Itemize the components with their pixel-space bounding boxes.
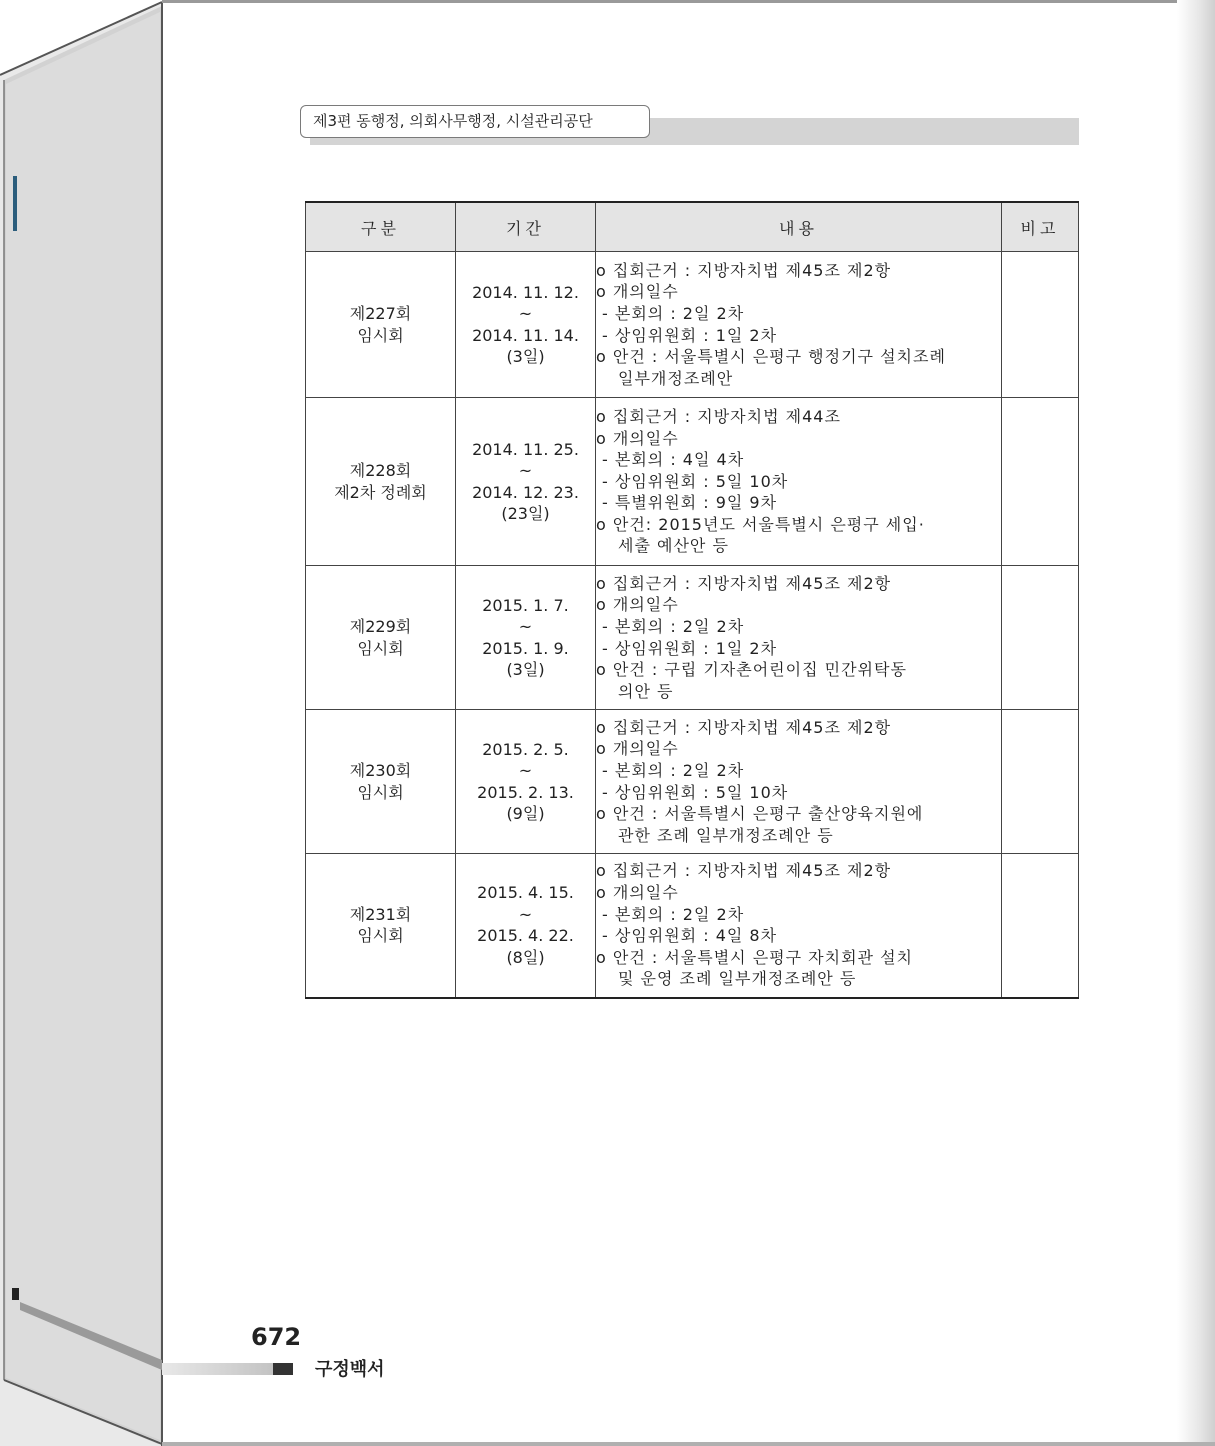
table-row (306, 566, 1079, 710)
session-table (305, 201, 1079, 999)
session-name-line: 제230회 (349, 761, 412, 780)
content-line: - 상임위원회 : 1일 2차 (602, 325, 778, 345)
content-line: - 상임위원회 : 5일 10차 (602, 471, 789, 491)
content-line: o 집회근거 : 지방자치법 제45조 제2항 (596, 717, 892, 737)
content-line: 의안 등 (618, 681, 674, 701)
content-line: - 본회의 : 2일 2차 (602, 616, 745, 636)
period-cell (456, 566, 596, 710)
period-line: (23일) (501, 504, 550, 523)
period-line: 2015. 1. 9. (482, 638, 569, 658)
content-line: o 개의일수 (596, 739, 679, 759)
period-line: 2014. 11. 25. (472, 439, 579, 459)
content-line: o 안건 : 서울특별시 은평구 출산양육지원에 (596, 804, 924, 824)
note-cell (1002, 398, 1079, 566)
session-name-line: 임시회 (357, 638, 404, 658)
period-cell (456, 710, 596, 854)
header-note: 비고 (1002, 202, 1079, 252)
period-line: (8일) (506, 947, 545, 967)
content-line: 세출 예산안 등 (618, 536, 729, 556)
session-name-line: 제229회 (349, 617, 412, 636)
content-line: - 상임위원회 : 1일 2차 (602, 638, 778, 658)
content-cell (596, 398, 1002, 566)
content-cell (596, 710, 1002, 854)
page-number: 672 (251, 1323, 302, 1351)
table-body (306, 252, 1079, 998)
content-line: o 집회근거 : 지방자치법 제45조 제2항 (596, 573, 892, 593)
table-header-row (306, 202, 1079, 252)
period-line: (9일) (506, 804, 545, 823)
content-line: o 집회근거 : 지방자치법 제44조 (596, 406, 841, 426)
content-line: o 개의일수 (596, 883, 679, 903)
period-cell (456, 854, 596, 998)
content-cell (596, 854, 1002, 998)
period-line: 2014. 12. 23. (472, 482, 579, 502)
table-row (306, 710, 1079, 854)
content-line: 관한 조례 일부개정조례안 등 (618, 825, 834, 845)
content-line: o 안건: 2015년도 서울특별시 은평구 세입· (596, 514, 925, 534)
content-line: o 개의일수 (596, 282, 679, 302)
session-name-cell (306, 252, 456, 398)
section-header (300, 105, 1080, 147)
session-name-line: 임시회 (357, 325, 404, 345)
period-line: ~ (518, 761, 533, 780)
period-line: 2015. 4. 15. (477, 883, 574, 903)
session-name-cell (306, 566, 456, 710)
content-line: - 본회의 : 2일 2차 (602, 303, 745, 323)
period-cell (456, 398, 596, 566)
period-line: 2014. 11. 12. (472, 282, 579, 302)
session-name-cell (306, 710, 456, 854)
period-line: ~ (518, 304, 533, 323)
table-row (306, 252, 1079, 398)
content-line: - 본회의 : 2일 2차 (602, 904, 745, 924)
content-line: o 집회근거 : 지방자치법 제45조 제2항 (596, 260, 892, 280)
session-name-line: 임시회 (357, 926, 404, 946)
content-line: - 상임위원회 : 4일 8차 (602, 926, 778, 946)
period-line: 2015. 1. 7. (482, 595, 569, 615)
page-right-edge (1177, 0, 1215, 1446)
period-line: 2015. 4. 22. (477, 926, 574, 946)
footer-block (273, 1363, 293, 1375)
table-row (306, 854, 1079, 998)
content-line: o 집회근거 : 지방자치법 제45조 제2항 (596, 861, 892, 881)
period-cell (456, 252, 596, 398)
note-cell (1002, 566, 1079, 710)
content-line: 일부개정조례안 (618, 368, 734, 388)
content-cell (596, 252, 1002, 398)
period-line: (3일) (506, 347, 545, 366)
content-line: o 안건 : 구립 기자촌어린이집 민간위탁동 (596, 660, 907, 680)
period-line: ~ (518, 461, 533, 480)
session-name-line: 제228회 (349, 461, 412, 480)
note-cell (1002, 710, 1079, 854)
header-content: 내용 (596, 202, 1002, 252)
table-row (306, 398, 1079, 566)
period-line: (3일) (506, 660, 545, 679)
period-line: ~ (518, 617, 533, 636)
session-name-line: 임시회 (357, 782, 404, 802)
session-name-cell (306, 854, 456, 998)
content-line: o 안건 : 서울특별시 은평구 행정기구 설치조례 (596, 347, 946, 367)
header-period: 기간 (456, 202, 596, 252)
section-title: 제3편 동행정, 의회사무행정, 시설관리공단 (300, 105, 650, 138)
note-cell (1002, 854, 1079, 998)
content-line: o 개의일수 (596, 595, 679, 615)
book-title: 구정백서 (315, 1359, 385, 1380)
header-category: 구분 (306, 202, 456, 252)
session-name-line: 제2차 정례회 (334, 482, 427, 502)
content-line: - 본회의 : 4일 4차 (602, 450, 745, 470)
content-line: - 상임위원회 : 5일 10차 (602, 782, 789, 802)
content-line: - 본회의 : 2일 2차 (602, 760, 745, 780)
period-line: 2015. 2. 5. (482, 739, 569, 759)
period-line: ~ (518, 904, 533, 924)
session-name-line: 제231회 (349, 904, 412, 924)
page-top-edge (162, 0, 1215, 3)
content-line: o 개의일수 (596, 428, 679, 448)
note-cell (1002, 252, 1079, 398)
content-line: o 안건 : 서울특별시 은평구 자치회관 설치 (596, 947, 913, 967)
content-line: 및 운영 조례 일부개정조례안 등 (618, 969, 857, 989)
page-bottom-edge (162, 1442, 1215, 1446)
session-name-cell (306, 398, 456, 566)
content-cell (596, 566, 1002, 710)
period-line: 2014. 11. 14. (472, 325, 579, 345)
period-line: 2015. 2. 13. (477, 782, 574, 802)
content-line: - 특별위원회 : 9일 9차 (602, 493, 778, 513)
session-name-line: 제227회 (349, 304, 412, 323)
